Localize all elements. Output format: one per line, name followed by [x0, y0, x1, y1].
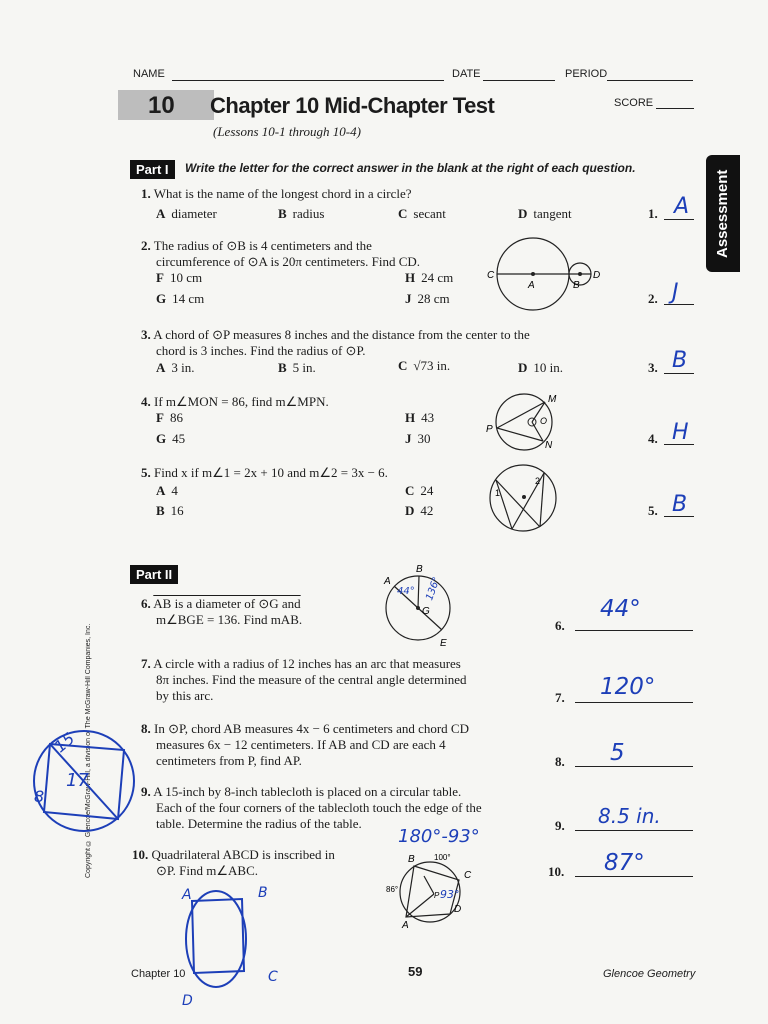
- q3-answer-blank[interactable]: [664, 373, 694, 374]
- period-field[interactable]: [607, 80, 693, 81]
- q7-answer-blank[interactable]: [575, 702, 693, 703]
- q10-label-p: P: [434, 891, 440, 900]
- part1-instructions: Write the letter for the correct answer in the blank at the right of each question.: [185, 161, 636, 175]
- q4-label-p: P: [486, 424, 493, 435]
- q3-blank-label: 3.: [648, 360, 658, 375]
- name-field[interactable]: [172, 80, 444, 81]
- q5-figure: [486, 460, 560, 536]
- q3-answer: B: [672, 348, 688, 373]
- q10-work-c: C: [268, 969, 278, 985]
- q10-handwritten-sketch: [170, 885, 290, 1010]
- page-subtitle: (Lessons 10-1 through 10-4): [213, 124, 361, 139]
- date-label: DATE: [452, 68, 481, 80]
- q2-answer-blank[interactable]: [664, 304, 694, 305]
- q3-option-c: C √73 in.: [398, 358, 451, 373]
- part2-label: Part II: [130, 565, 178, 584]
- q5-angle-2-label: 2: [535, 476, 541, 486]
- q10-blank-label: 10.: [548, 864, 565, 879]
- question-8: 8. In ⊙P, chord AB measures 4x − 6 centimeters and chord CD measures 6x − 12 centimeters. If AB and CD are each 4 centimeters from P, find AP.: [141, 721, 469, 768]
- score-label: SCORE: [614, 97, 654, 109]
- page-number: 59: [408, 964, 423, 979]
- q5-option-a: A 4: [156, 483, 178, 498]
- q6-answer: 44°: [600, 596, 641, 622]
- q5-answer: B: [672, 492, 688, 517]
- q5-angle-1-label: 1: [495, 488, 501, 498]
- question-4: 4. If m∠MON = 86, find m∠MPN.: [141, 394, 329, 409]
- q9-handwritten-sketch: [28, 724, 140, 838]
- q1-answer: A: [674, 194, 690, 219]
- q1-blank-label: 1.: [648, 206, 658, 221]
- q4-label-m: M: [548, 394, 557, 405]
- footer-chapter: Chapter 10: [131, 968, 186, 980]
- q10-handwritten-work: 180°-93°: [398, 826, 480, 847]
- q5-option-c: C 24: [405, 483, 434, 498]
- question-10: 10. Quadrilateral ABCD is inscribed in ⊙P. Find m∠ABC.: [132, 847, 335, 878]
- q2-option-h: H 24 cm: [405, 270, 454, 285]
- q6-label-e: E: [440, 638, 447, 649]
- q6-answer-blank[interactable]: [575, 630, 693, 631]
- date-field[interactable]: [483, 80, 555, 81]
- q2-option-g: G 14 cm: [156, 291, 205, 306]
- q6-blank-label: 6.: [555, 618, 565, 633]
- q8-blank-label: 8.: [555, 754, 565, 769]
- q10-handwritten-93: 93°: [440, 888, 460, 901]
- q2-figure: [483, 232, 607, 316]
- q8-answer-blank[interactable]: [575, 766, 693, 767]
- footer-book: Glencoe Geometry: [603, 968, 696, 980]
- q10-label-b: B: [408, 854, 415, 865]
- q2-option-j: J 28 cm: [405, 291, 450, 306]
- q1-option-d: D tangent: [518, 206, 572, 221]
- q6-label-g: G: [422, 606, 430, 617]
- q6-label-a: A: [384, 576, 391, 587]
- q10-answer: 87°: [604, 850, 645, 876]
- question-5: 5. Find x if m∠1 = 2x + 10 and m∠2 = 3x − 6.: [141, 465, 388, 480]
- q4-option-g: G 45: [156, 431, 186, 446]
- q3-option-d: D 10 in.: [518, 360, 564, 375]
- page-title: Chapter 10 Mid-Chapter Test: [210, 93, 495, 118]
- q9-blank-label: 9.: [555, 818, 565, 833]
- q6-label-b: B: [416, 564, 423, 575]
- assessment-tab: Assessment: [706, 155, 740, 272]
- q5-option-d: D 42: [405, 503, 434, 518]
- q4-blank-label: 4.: [648, 431, 658, 446]
- q6-handwritten-44: 44°: [397, 586, 415, 597]
- q4-option-f: F 86: [156, 410, 183, 425]
- q9-work-17: 17: [66, 770, 89, 791]
- q8-answer: 5: [610, 740, 625, 766]
- q10-answer-blank[interactable]: [575, 876, 693, 877]
- q10-label-86: 86°: [386, 885, 399, 894]
- q9-work-15: 15: [50, 728, 79, 757]
- question-9: 9. A 15-inch by 8-inch tablecloth is placed on a circular table. Each of the four corners of the tablecloth touch the edge of the table. Determine the radius of the table.: [141, 784, 482, 831]
- q10-figure: [376, 850, 480, 930]
- q6-figure: [370, 562, 470, 652]
- q9-answer: 8.5 in.: [598, 804, 661, 828]
- question-3: 3. A chord of ⊙P measures 8 inches and the distance from the center to the chord is 3 inches. Find the radius of ⊙P.: [141, 327, 530, 358]
- q5-option-b: B 16: [156, 503, 184, 518]
- q2-blank-label: 2.: [648, 291, 658, 306]
- q7-answer: 120°: [600, 674, 656, 700]
- q10-label-100: 100°: [434, 853, 451, 862]
- q7-blank-label: 7.: [555, 690, 565, 705]
- question-1: 1. What is the name of the longest chord in a circle?: [141, 186, 412, 201]
- q3-option-b: B 5 in.: [278, 360, 316, 375]
- q1-option-a: A diameter: [156, 206, 217, 221]
- chapter-number: 10: [148, 92, 175, 119]
- name-label: NAME: [133, 68, 165, 80]
- q4-figure: [482, 390, 566, 454]
- q10-label-a: A: [402, 920, 409, 930]
- question-6: 6. AB is a diameter of ⊙G and m∠BGE = 136. Find mAB.: [141, 596, 303, 627]
- q4-label-n: N: [545, 440, 553, 451]
- q4-option-h: H 43: [405, 410, 435, 425]
- copyright-notice: Copyright © Glencoe/McGraw-Hill, a division of The McGraw-Hill Companies, Inc.: [85, 623, 92, 878]
- q1-option-b: B radius: [278, 206, 325, 221]
- q2-answer: J: [672, 280, 679, 305]
- question-2: 2. The radius of ⊙B is 4 centimeters and the circumference of ⊙A is 20π centimeters. Find CD.: [141, 238, 421, 269]
- q10-label-d: D: [454, 904, 462, 915]
- q2-label-d: D: [593, 270, 601, 281]
- part1-label: Part I: [130, 160, 175, 179]
- q10-work-b: B: [258, 885, 268, 901]
- q10-work-d: D: [182, 993, 193, 1009]
- q4-answer: H: [672, 420, 689, 445]
- q4-option-j: J 30: [405, 431, 431, 446]
- q6-handwritten-136: 136°: [424, 575, 443, 603]
- q1-option-c: C secant: [398, 206, 446, 221]
- period-label: PERIOD: [565, 68, 608, 80]
- q2-label-c: C: [487, 270, 495, 281]
- q9-answer-blank[interactable]: [575, 830, 693, 831]
- q2-label-a: A: [528, 280, 535, 291]
- q9-work-8: 8: [34, 787, 45, 806]
- q10-label-c: C: [464, 870, 472, 881]
- question-7: 7. A circle with a radius of 12 inches has an arc that measures 8π inches. Find the measure of the central angle determined by this arc.: [141, 656, 467, 703]
- q5-blank-label: 5.: [648, 503, 658, 518]
- q2-label-b: B: [573, 280, 580, 291]
- q4-label-o: O: [540, 416, 548, 426]
- score-field[interactable]: [656, 108, 694, 109]
- q10-work-a: A: [182, 887, 192, 903]
- q3-option-a: A 3 in.: [156, 360, 195, 375]
- q1-answer-blank[interactable]: [664, 219, 694, 220]
- q2-option-f: F 10 cm: [156, 270, 203, 285]
